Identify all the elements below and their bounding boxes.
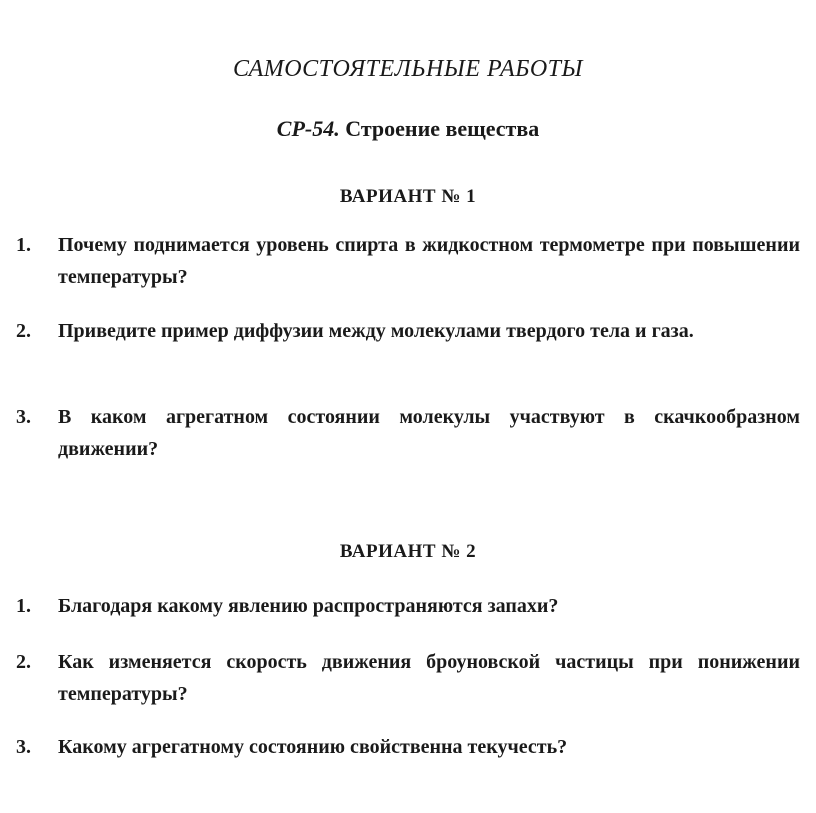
question-text: Благодаря какому явлению распространяются запахи?	[58, 595, 559, 617]
question-number: 2.	[16, 320, 31, 342]
question-number: 3.	[16, 736, 31, 758]
question-number: 3.	[16, 406, 31, 428]
section-name: Строение вещества	[345, 116, 540, 141]
question-text: В каком агрегатном состоянии молекулы участвуют в скачкообразном движении?	[58, 406, 800, 460]
question-text: Приведите пример диффузии между молекулами твердого тела и газа.	[58, 320, 694, 342]
question-text: Почему поднимается уровень спирта в жидкостном термометре при повышении температуры?	[58, 234, 800, 288]
variant-2-question-3	[16, 731, 800, 763]
question-number: 2.	[16, 651, 31, 673]
question-number: 1.	[16, 234, 31, 256]
variant-2-heading: ВАРИАНТ № 2	[339, 541, 477, 562]
variant-1-question-1	[16, 229, 800, 293]
variant-1-question-2	[16, 315, 800, 347]
question-number: 1.	[16, 595, 31, 617]
section-code: СР-54.	[276, 116, 340, 141]
question-text: Как изменяется скорость движения броуновской частицы при понижении температуры?	[58, 651, 800, 705]
variant-2-question-2	[16, 646, 800, 710]
section-title	[0, 116, 816, 142]
variant-2-question-1	[16, 590, 800, 622]
variant-1-question-3	[16, 401, 800, 465]
page-header-title: САМОСТОЯТЕЛЬНЫЕ РАБОТЫ	[233, 56, 583, 82]
variant-1-heading: ВАРИАНТ № 1	[339, 186, 477, 207]
question-text: Какому агрегатному состоянию свойственна текучесть?	[58, 736, 568, 758]
